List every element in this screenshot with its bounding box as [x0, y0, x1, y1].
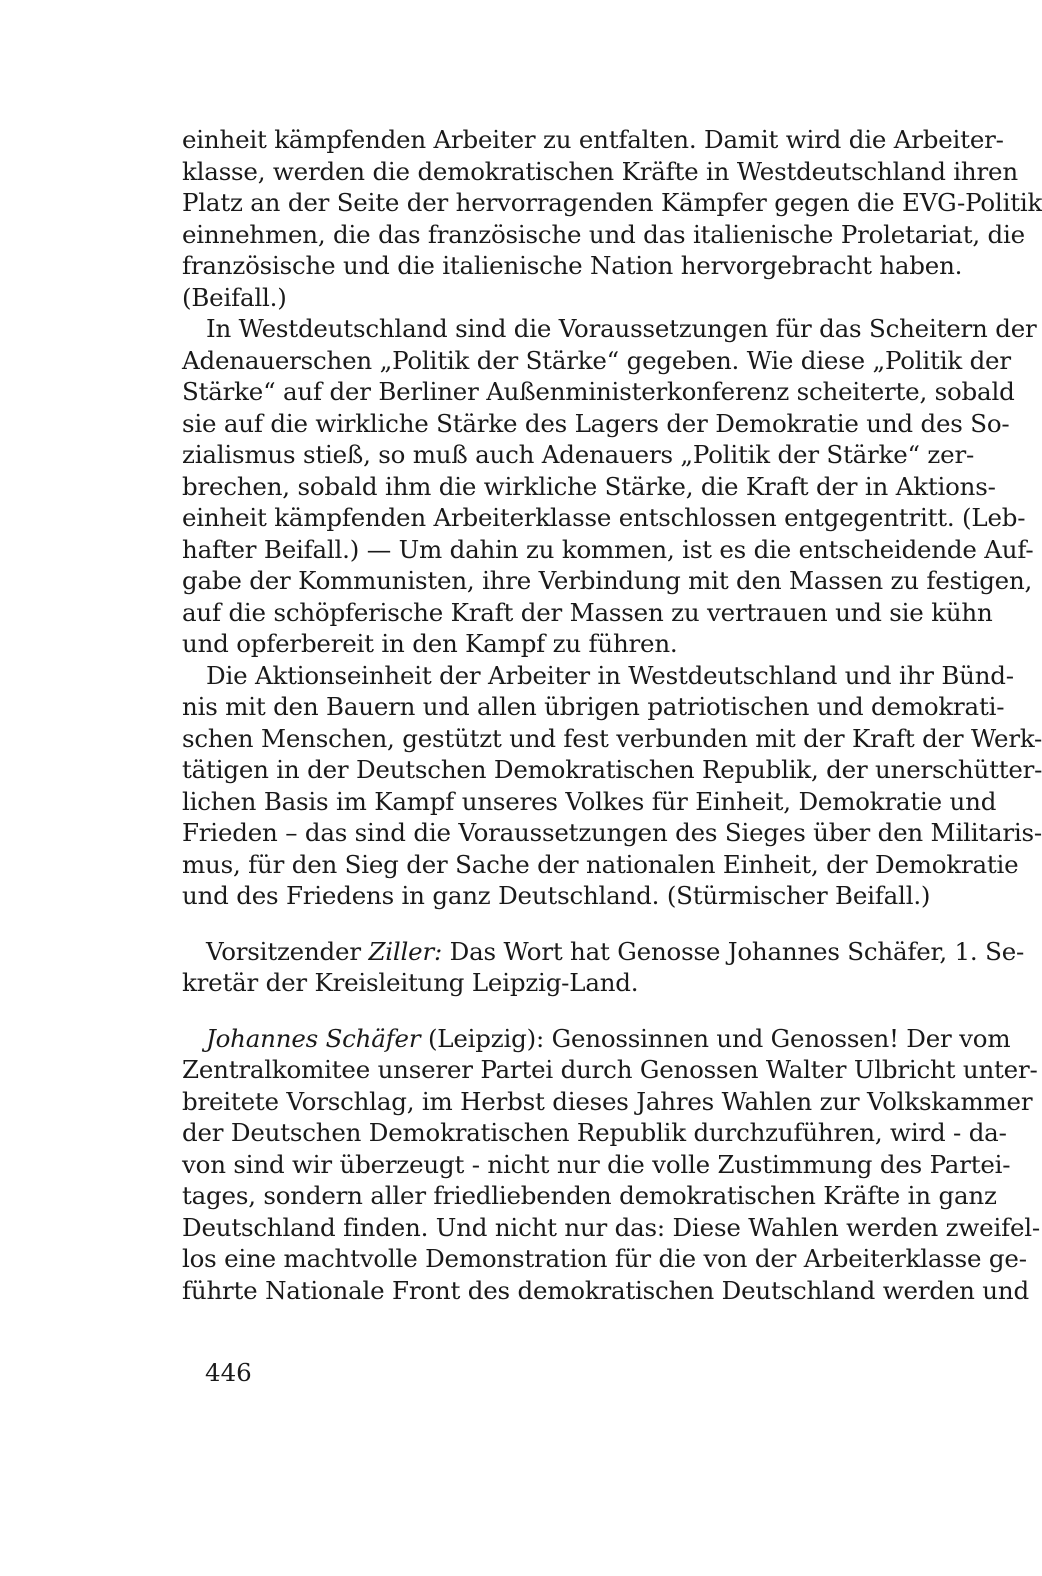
text-line: führte Nationale Front des demokratischen Deutschland werden und: [182, 1275, 1029, 1305]
text-line: einheit kämpfenden Arbeiter zu entfalten. Damit wird die Arbeiter-: [182, 125, 1004, 154]
text-line: tätigen in der Deutschen Demokratischen Republik, der unerschütter-: [182, 755, 1042, 784]
speech-text: (Leipzig): Genossinnen und Genossen! Der vom: [420, 1023, 1011, 1053]
text-line: [182, 936, 1025, 968]
text-line: breitete Vorschlag, im Herbst dieses Jahres Wahlen zur Volkskammer: [182, 1086, 1033, 1116]
paragraph-3: [182, 660, 1042, 912]
text-line: und opferbereit in den Kampf zu führen.: [182, 629, 678, 658]
text-line: von sind wir überzeugt - nicht nur die volle Zustimmung des Partei-: [182, 1149, 1011, 1179]
text-line: Platz an der Seite der hervorragenden Kämpfer gegen die EVG-Politik: [182, 188, 1042, 217]
paragraph-gap: [182, 912, 954, 936]
text-line: kretär der Kreisleitung Leipzig-Land.: [182, 968, 639, 997]
text-line: hafter Beifall.) — Um dahin zu kommen, ist es die entscheidende Auf-: [182, 534, 1034, 564]
text-line: los eine machtvolle Demonstration für die von der Arbeiterklasse ge-: [182, 1244, 1027, 1273]
paragraph-1: [182, 124, 1042, 313]
chair-announcement: [182, 936, 1025, 999]
text-line: sie auf die wirkliche Stärke des Lagers der Demokratie und des So-: [182, 408, 1010, 438]
text-line: und des Friedens in ganz Deutschland. (Stürmischer Beifall.): [182, 881, 931, 910]
text-line: zialismus stieß, so muß auch Adenauers „Politik der Stärke“ zer-: [182, 440, 975, 469]
text-line: einheit kämpfenden Arbeiterklasse entschlossen entgegentritt. (Leb-: [182, 503, 1026, 532]
chair-name: Ziller:: [368, 936, 443, 966]
page-body: [182, 124, 1042, 1306]
text-line: klasse, werden die demokratischen Kräfte in Westdeutschland ihren: [182, 156, 1018, 186]
paragraph-gap: [182, 999, 954, 1023]
speaker-name: Johannes Schäfer: [206, 1023, 421, 1053]
text-line: Frieden – das sind die Voraussetzungen des Sieges über den Militaris-: [182, 818, 1042, 847]
chair-prefix: Vorsitzender: [206, 936, 369, 966]
page-number: 446: [205, 1358, 252, 1387]
text-line: nis mit den Bauern und allen übrigen patriotischen und demokrati-: [182, 692, 1005, 721]
text-line: brechen, sobald ihm die wirkliche Stärke, die Kraft der in Aktions-: [182, 471, 996, 501]
text-line: französische und die italienische Nation hervorgebracht haben.: [182, 251, 963, 280]
text-line: Stärke“ auf der Berliner Außenministerkonferenz scheiterte, sobald: [182, 377, 1015, 406]
chair-text: Das Wort hat Genosse Johannes Schäfer, 1. Se-: [442, 936, 1025, 966]
text-line: gabe der Kommunisten, ihre Verbindung mit den Massen zu festigen,: [182, 566, 1033, 595]
text-line: mus, für den Sieg der Sache der nationalen Einheit, der Demokratie: [182, 849, 1019, 879]
text-line: (Beifall.): [182, 282, 287, 312]
text-line: Adenauerschen „Politik der Stärke“ gegeben. Wie diese „Politik der: [182, 345, 1011, 375]
text-line: In Westdeutschland sind die Voraussetzungen für das Scheitern der: [206, 314, 1037, 343]
text-line: schen Menschen, gestützt und fest verbunden mit der Kraft der Werk-: [182, 723, 1042, 753]
text-line: Deutschland finden. Und nicht nur das: Diese Wahlen werden zweifel-: [182, 1212, 1040, 1242]
text-line: Die Aktionseinheit der Arbeiter in Westdeutschland und ihr Bünd-: [206, 660, 1014, 690]
text-line: lichen Basis im Kampf unseres Volkes für Einheit, Demokratie und: [182, 786, 997, 816]
text-line: einnehmen, die das französische und das italienische Proletariat, die: [182, 219, 1025, 249]
text-line: Zentralkomitee unserer Partei durch Genossen Walter Ulbricht unter-: [182, 1055, 1038, 1084]
paragraph-2: [182, 313, 1037, 660]
text-line: tages, sondern aller friedliebenden demokratischen Kräfte in ganz: [182, 1181, 997, 1210]
text-line: [182, 1023, 1011, 1055]
speech: [182, 1023, 1040, 1307]
text-line: auf die schöpferische Kraft der Massen zu vertrauen und sie kühn: [182, 597, 993, 627]
text-line: der Deutschen Demokratischen Republik durchzuführen, wird - da-: [182, 1118, 1007, 1147]
